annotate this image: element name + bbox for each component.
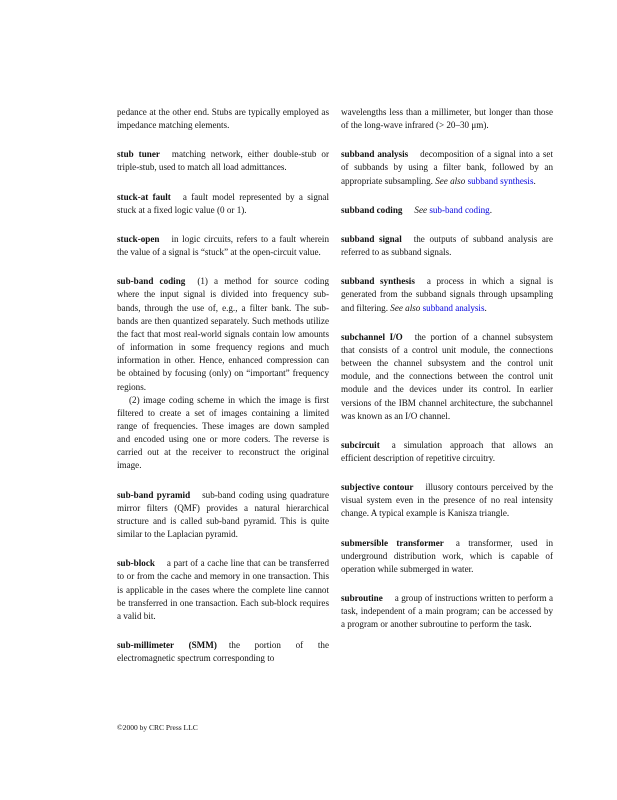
entry-stuck-open — [117, 233, 329, 259]
cross-reference-link[interactable]: subband analysis — [422, 302, 485, 313]
term: subcircuit — [341, 439, 380, 450]
entry-text: pedance at the other end. Stubs are typically employed as impedance matching elements. — [117, 107, 329, 131]
entry-continuation — [341, 106, 553, 132]
definition: the portion of the electromagnetic spectrum corresponding to — [117, 640, 330, 664]
definition-1: (1) a method for source coding where the input signal is divided into frequency sub-bands, through the use of, e.g., a filter bank. The sub-bands are then quantized separately. Such methods utilize the fact that most real-world signals contain low amounts of information in some frequency regions and much information in other. Hence, enhanced compression can be obtained by focusing (only) on “important” frequency regions. — [117, 276, 329, 392]
entry-subband-coding — [341, 204, 553, 217]
entry-subband-synthesis — [341, 275, 553, 314]
punctuation: . — [484, 302, 487, 313]
definition: decomposition of a signal into a set of subbands by using a filter bank, followed by an appropriate subsampling. — [341, 149, 553, 186]
definition: illusory contours perceived by the visual system even in the presence of no real intensity change. A typical example is Kanisza triangle. — [341, 482, 553, 519]
entry-subroutine — [341, 592, 553, 631]
entry-sub-block — [117, 557, 329, 623]
definition: a transformer, used in underground distribution work, which is capable of operation while submerged in water. — [341, 537, 553, 574]
term: sub-block — [117, 558, 155, 569]
term: subband coding — [341, 204, 403, 215]
definition: a process in which a signal is generated from the subband signals through upsampling and filtering. — [341, 276, 553, 313]
cross-reference-link[interactable]: sub-band coding — [429, 204, 490, 215]
term: subchannel I/O — [341, 331, 403, 342]
term: subband synthesis — [341, 276, 415, 287]
definition: a part of a cache line that can be transferred to or from the cache and memory in one transaction. This is applicable in the cases where the complete line cannot be transferred in one transaction. Each sub-block requires a valid bit. — [117, 558, 329, 621]
entry-sub-millimeter — [117, 639, 329, 665]
definition: a fault model represented by a signal stuck at a fixed logic value (0 or 1). — [117, 191, 329, 215]
entry-subcircuit — [341, 439, 553, 465]
definition-2: (2) image coding scheme in which the image is first filtered to create a set of images containing a limited range of frequencies. These images are down sampled and encoded using one or more coders. The reverse is carried out at the receiver to reconstruct the original image. — [117, 394, 329, 471]
term: sub-band pyramid — [117, 489, 191, 500]
term: subjective contour — [341, 482, 414, 493]
left-column — [117, 106, 329, 681]
entry-stub-tuner — [117, 148, 329, 174]
punctuation: . — [533, 175, 536, 186]
entry-stuck-at-fault — [117, 191, 329, 217]
see-also-label: See also — [435, 175, 466, 186]
cross-reference-link[interactable]: subband synthesis — [467, 175, 534, 186]
term: stub tuner — [117, 149, 160, 160]
definition: the outputs of subband analysis are referred to as subband signals. — [341, 233, 553, 258]
term: sub-band coding — [117, 276, 186, 287]
entry-sub-band-pyramid — [117, 489, 329, 542]
term: subband analysis — [341, 149, 409, 160]
definition: matching network, either double-stub or triple-stub, used to match all load admittances. — [117, 149, 329, 173]
entry-subjective-contour — [341, 481, 553, 520]
term: submersible transformer — [341, 537, 444, 548]
term: stuck-at fault — [117, 191, 171, 202]
definition: in logic circuits, refers to a fault wherein the value of a signal is “stuck” at the open-circuit value. — [117, 233, 329, 258]
entry-submersible-transformer — [341, 537, 553, 576]
entry-subband-analysis — [341, 148, 553, 187]
entry-subchannel-io — [341, 331, 553, 423]
definition: a group of instructions written to perform a task, independent of a main program; can be accessed by a program or another subroutine to perform the task. — [341, 593, 553, 630]
term: subroutine — [341, 593, 383, 604]
right-column — [341, 106, 553, 648]
entry-sub-band-coding — [117, 275, 329, 472]
definition: sub-band coding using quadrature mirror filters (QMF) provides a natural hierarchical structure and is called sub-band pyramid. This is quite similar to the Laplacian pyramid. — [117, 489, 329, 540]
term: sub-millimeter (SMM) — [117, 640, 217, 650]
term: subband signal — [341, 233, 402, 244]
definition: a simulation approach that allows an efficient description of repetitive circuitry. — [341, 439, 553, 463]
see-also-label: See also — [390, 302, 421, 313]
entry-subband-signal — [341, 233, 553, 259]
punctuation: . — [489, 204, 492, 215]
definition: the portion of a channel subsystem that consists of a control unit module, the connections between the channel subsystem and the control unit module, and the connections between the control unit module and the devices under its control. In earlier versions of the IBM channel architecture, the subchannel was known as an I/O channel. — [341, 331, 553, 421]
copyright-footer: ©2000 by CRC Press LLC — [117, 723, 198, 732]
entry-text: wavelengths less than a millimeter, but longer than those of the long-wave infrared (> 20–30 μm). — [341, 107, 553, 131]
see-label: See — [414, 204, 428, 215]
term: stuck-open — [117, 233, 160, 244]
entry-continuation — [117, 106, 329, 132]
